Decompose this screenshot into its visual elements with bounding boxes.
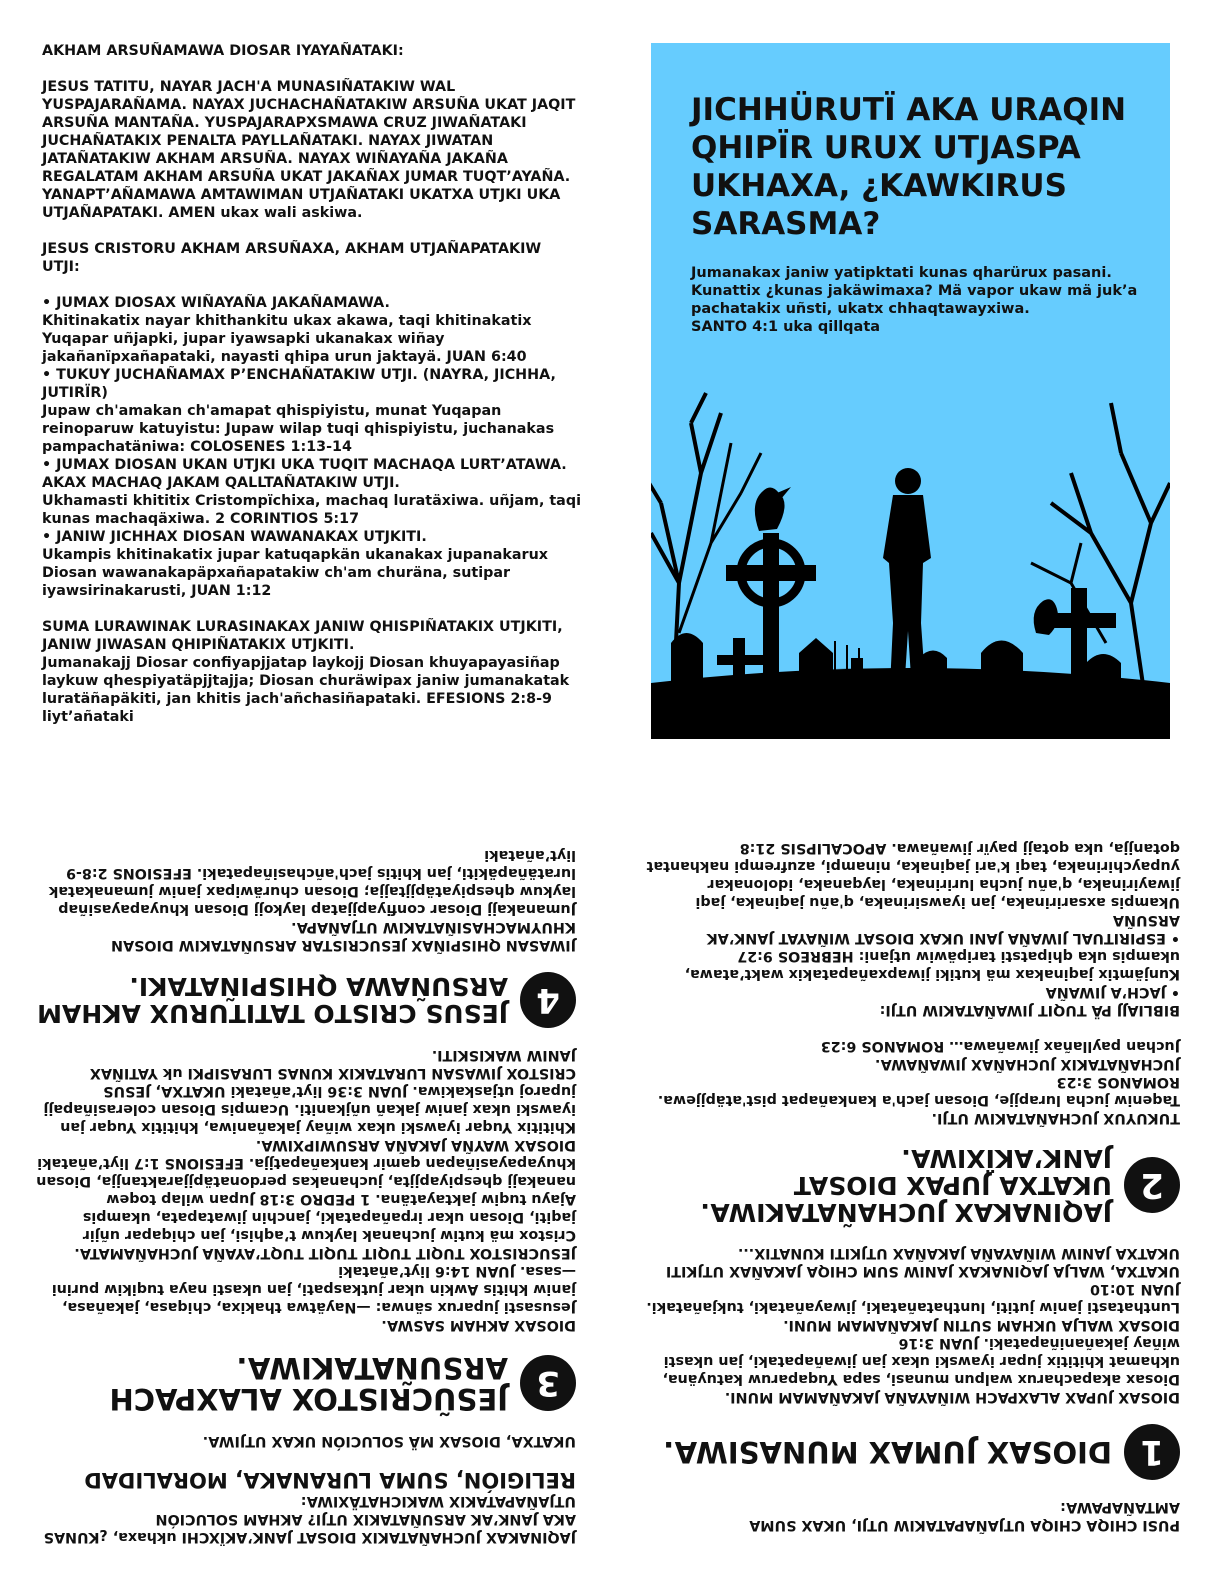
section-1-sub2: DIOSAX WALJA UKHAM SUTIN JAKAÑAMAM MUNI. [783,1317,1180,1333]
section-3-sub2: JESUCRISTOX TUQIT TUQIT TUQIT TUQT’AYAÑA JUCHAÑAMATA. [74,1245,576,1261]
christ-point-2-body: Jupaw ch'amakan ch'amapat qhispiyistu, munat Yuqapan reinoparuw katuyistu: Jupaw wilap tuqi qhispiyistu, juchanakas pampachatäniwa: COLOSENES 1:13-14 [42,403,555,455]
section-1-body: Diosax akapacharux walpun munasi, sapa Yuqaparuw katuyäna, ukhamat khititix jupar iyawski ukax jan jiwañapataki, jan ukasti wiñay jakañaniñapataki. JUAN 3:16 [662,1335,1180,1387]
section-3-body2: Cristox mä kutiw juchanak laykuw t’aqhisi, jan chiqapar uñjir jaqiti, Diosan ukar irpañapataki, janchin jiwatapata, ukampis Ajayu tuqiw jaktayatäna. 1 PEDRO 3:18 Jupan wilap toqew nanakajj qhespiyapjjta, juchanakas perdonatäpjjaraktanjja, Diosan khuyapayasiñapan qamir kankañapatjja. EFESIONS 1:7 liyt’añataki [36,1155,576,1243]
section-4-body: Jumanakajj Diosar confiyapjjatap laykojj Diosan khuyapayasiñap laykuw qhespiyatäpjjtajja; Diosan churäwipax janiw jumanakatak luratäñapäkiti, jan khitis jach'añchasiñapataki. EFESIONS 2:8-9 liyt’añataki [48,847,576,917]
christ-point-1-title: • JUMAX DIOSAX WIÑAYAÑA JAKAÑAMAWA. [42,295,390,311]
section-3-sub: DIOSAX AKHAM SASWA. [381,1317,576,1333]
cover-text: Jumanakax janiw yatipktati kunas qharürux pasani. Kunattix ¿kunas jakäwimaxa? Mä vapor ukaw mä juk’a pachatakix uñsti, ukatx chhaqtawayxiwa. SANTO 4:1 uka qillqata [691,265,1138,335]
prayer-heading: AKHAM ARSUÑAMAWA DIOSAR IYAYAÑATAKI: [42,43,404,59]
section-2-body: Taqeniw jucha lurapjje, Diosan jach'a kankañapat pist'atäpjjewa. ROMANOS 3:23 [657,1074,1180,1108]
section-2-body3: Kunjämtix jaqinakax mä kutiki jiwapxañapatakix wakt’atawa, ukampis uka qhipatsti taripäwiw utjani: HEBREOS 9:27 [684,948,1180,982]
prayer-panel [42,42,582,726]
section-4-sub: JIWASAN QHISPIÑAX JESUCRISTAR ARSUÑATAKIW DIOSAN KHUYMACHASIÑATAKIW UTJAÑAPA. [111,919,576,953]
panel-sections-1-2 [640,814,1180,1534]
christ-point-2-title: • TUKUY JUCHAÑAMAX P’ENCHAÑATAKIW UTJI. (NAYRA, JICHHA, JUTIRÏR) [42,367,556,401]
prayer-body: JESUS TATITU, NAYAR JACH'A MUNASIÑATAKIW WAL YUSPAJARAÑAMA. NAYAX JUCHACHAÑATAKIW ARSUÑA UKAT JAQIT ARSUÑA MANTAÑA. YUSPAJARAPXSMAWA CRUZ JIWAÑATAKI JUCHAÑATAKIX PENALTA PAYLLAÑATAKI. NAYAX JIWATAN JATAÑATAKIW AKHAM ARSUÑA. NAYAX WIÑAYAÑA JAKAÑA REGALATAM AKHAM ARSUÑA UKAT JAKAÑAX JUMAR TUQT’AYAÑA. YANAPT’AÑAMAWA AMTAWIMAN UTJAÑATAKI UKATXA UTJKI UKA UTJAÑAPATAKI. AMEN ukax wali askiwa. [42,79,576,221]
section-4-number: 4 [520,972,576,1028]
section-3-body: Jesusasti juparux sänwa: —Nayätwa thakixa, chiqasa, jakañasa, janiw khitis Awkin ukar jutkaspati, jan ukasti naya tuqikiw purini —sasa. JUAN 14:6 liyt’añataki [51,1263,576,1315]
section-2-body2: Juchan payllañax jiwañawa… ROMANOS 6:23 [820,1038,1180,1054]
section-2-number: 2 [1124,1158,1180,1214]
section-2-point1: • JACH’A JIWAÑA [1045,984,1180,1000]
section-3-title: JESŨCRISTOX ALAXPACH ARSUÑATAKIWA. [109,1351,508,1416]
panel34-intro: JAQINAKAX JUCHAÑATAKIX DIOSAT JANK’AKÏXCHI ukhaxa, ¿KUNAS AKA JANK’AK ARSUÑATAKIX UTJI? AKHAM SOLUCIÓN UTJAÑAPATAKIX WAKICHATÄXIWA: [43,1493,576,1545]
section-2-sub2: JUCHAÑATAKIX JUCHAÑAX JIWAÑAWA. [874,1056,1180,1072]
christ-point-4-title: • JANIW JICHHAX DIOSAN WAWANAKAX UTJKITI. [42,529,427,545]
section-2-title: JAQINAKAX JUCHAÑATAKIWA. UKATXA JUPAX DIOSAT JANK’AKÏXIWA. [700,1144,1112,1227]
christ-point-3-body: Ukhamasti khititix Cristompïchixa, machaq luratäxiwa. uñjam, taqi kunas machaqäxiwa. 2 CORINTIOS 5:17 [42,493,581,527]
grace-body: Jumanakajj Diosar confiyapjjatap laykojj Diosan khuyapayasiñap laykuw qhespiyatäpjjtajja; Diosan churäwipax janiw jumanakatak luratäñapäkiti, jan khitis jach'añchasiñapataki. EFESIONS 2:8-9 liyt’añataki [42,655,570,725]
panel34-intro-big: RELIGIÓN, SUMA LURANAKA, MORALIDAD [84,1468,576,1492]
section-2-body4: Ukampis axsaririnaka, jan iyawsirinaka, q'añu jaqinaka, jaqi jiwayirinaka, q'añu jucha luririnaka, layqanaka, idolonakar yupaychirinaka, taqi k'ari jaqinaka, ninampi, azufrempi nakhantat qotanjja, uka qotajj payïr jiwañawa. APOCALIPSIS 21:8 [646,840,1180,910]
section-1-number: 1 [1124,1424,1180,1480]
cover-panel [651,43,1170,739]
section-4-heading [36,972,576,1028]
section-1-body2: Lunthatasti janiw jutiti, lunthatañataki, jiwayañataki, tukjañataki. JUAN 10:10 [646,1281,1180,1315]
section-3-heading [36,1352,576,1414]
section-1-heading [640,1424,1180,1480]
section-2-point2: • ESPIRITUAL JIWAÑA JANI UKAX DIOSAT WIÑAYAT JANK’AK ARSUÑA [706,912,1180,946]
graveyard-silhouette-icon [651,383,1170,739]
section-2-sub3: BIBLIAJJ PÄ TUQIT JIWAÑATAKIW UTJI: [879,1002,1180,1018]
panel-sections-3-4 [36,801,576,1546]
grace-heading: SUMA LURAWINAK LURASINAKAX JANIW QHISPIÑATAKIX UTJKITI, JANIW JIWASAN QHIPIÑATAKIX UTJKITI. [42,619,563,653]
section-1-sub: DIOSAX JUPAX ALAXPACH WIÑAYAÑA JAKAÑAMAM MUNI. [724,1389,1180,1405]
christ-point-4-body: Ukampis khitinakatix jupar katuqapkän ukanakax jupanakarux Diosan wawanakapäpxañapatakiw ch'am churäna, sutipar iyawsirinakarusti, JUAN 1:12 [42,547,549,599]
cover-title: JICHHÜRUTÏ AKA URAQIN QHIPÏR URUX UTJASPA UKHAXA, ¿KAWKIRUS SARASMA? [691,92,1127,242]
christ-point-3-title: • JUMAX DIOSAN UKAN UTJKI UKA TUQIT MACHAQA LURT’ATAWA. AKAX MACHAQ JAKAM QALLTAÑATAKIW UTJI. [42,457,567,491]
section-3-body3: Khititix Yuqar iyawski ukax wiñay jakañaniwa, khititix Yuqar jan iyawski ukax janiw jakañ uñjkaniti. Ucampis Diosan colerasiñapajj juparoj utjaskakiwa. JUAN 3:36 liyt’añataki UKATXA, JESUS CRISTOX JIWASAN LURATAKIX KUNAS LURASIPKI uk YATIÑAX JANIW WAKISKITI. [43,1047,576,1135]
panel12-intro: PUSI CHIQA CHIQA UTJAÑAPATAKIW UTJI, UKAX SUMA AMTAÑAPAWA: [749,1499,1180,1533]
christ-heading: JESUS CRISTORU AKHAM ARSUÑAXA, AKHAM UTJAÑAPATAKIW UTJI: [42,241,542,275]
christ-point-1-body: Khitinakatix nayar khithankitu ukax akawa, taqi khitinakatix Yuqapar uñjapki, jupar iyawsapki ukanakax wiñay jakañanïpxañapataki, nayasti qhipa urun jaktayä. JUAN 6:40 [42,313,532,365]
section-1-body3: UKATXA, WALJA JAQINAKAX JANIW SUM CHIQA JAKAÑAX UTJKITI UKATXA JANIW WIÑAYAÑA JAKAÑAX UTJKITI KUNATIX... [665,1245,1180,1279]
section-3-number: 3 [520,1355,576,1411]
section-1-title: DIOSAX JUMAX MUNASIWA. [663,1435,1112,1470]
section-4-title: JESUS CRISTO TATITURUX AKHAM ARSUÑAWA QHISPIÑATAKI. [37,972,508,1028]
section-3-sub3: DIOSAX WAYÑA JAKAÑA ARSUWIPXIWA. [255,1137,576,1153]
section-2-heading [640,1145,1180,1226]
panel34-intro-note: UKATXA, DIOSAX MÄ SOLUCIÓN UKAX UTJIWA. [202,1433,576,1449]
section-2-sub: TUKUYUX JUCHAÑATAKIW UTJI. [931,1110,1180,1126]
